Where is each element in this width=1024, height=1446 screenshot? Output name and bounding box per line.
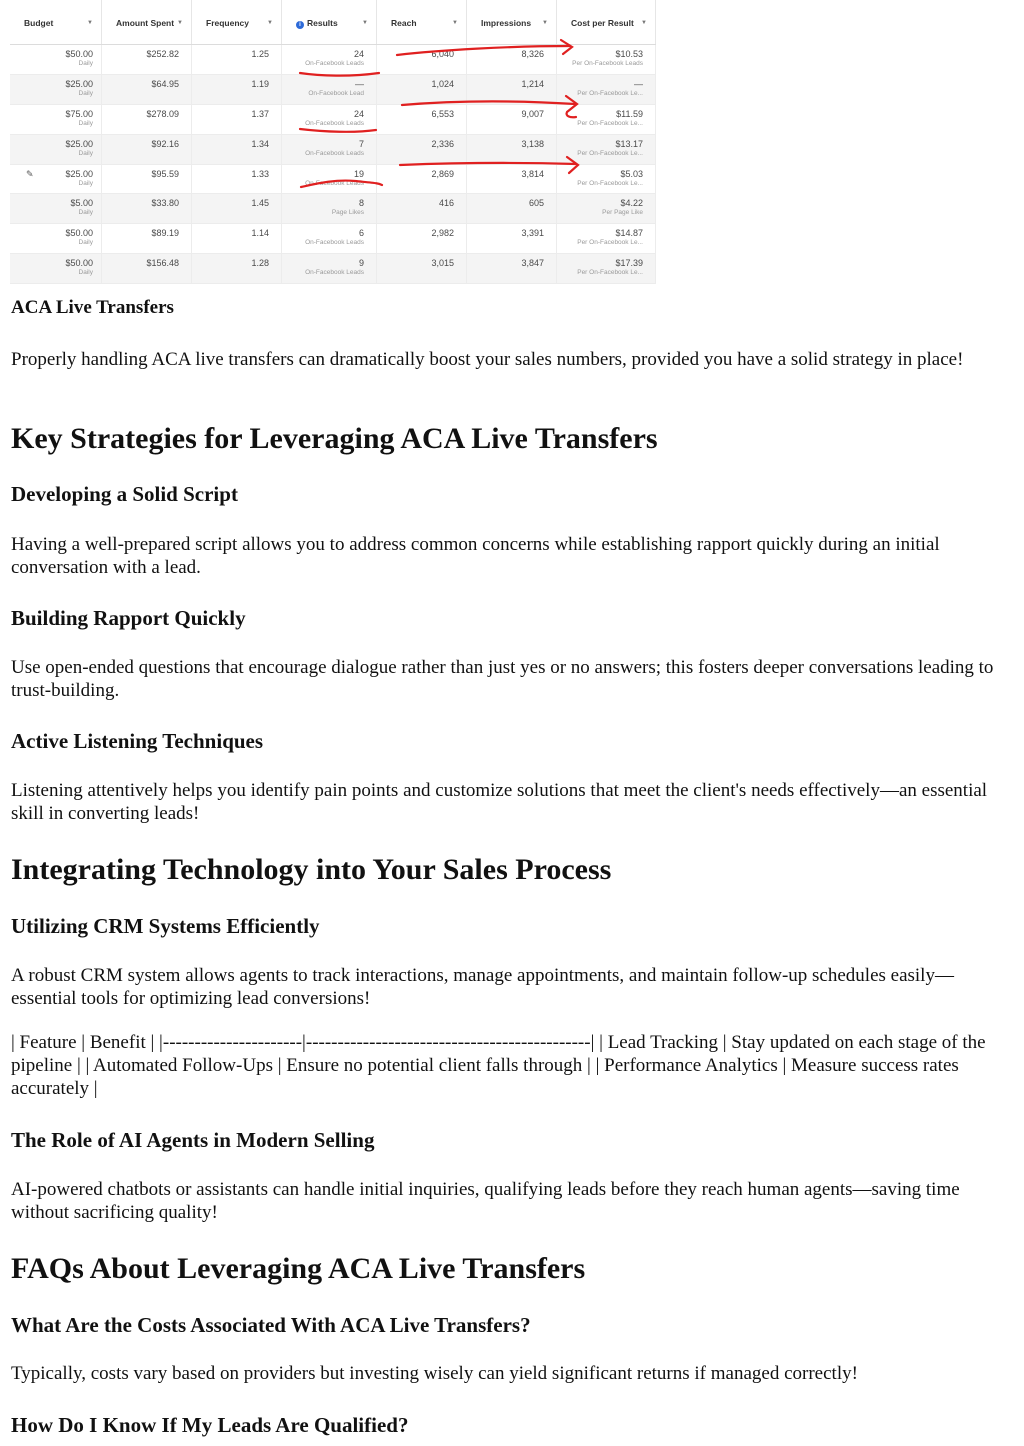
section-heading: Key Strategies for Leveraging ACA Live Transfers: [11, 422, 658, 455]
chevron-down-icon: ▼: [177, 20, 183, 26]
table-row[interactable]: [10, 75, 656, 105]
budget-cell: ✎ $25.00 Daily: [10, 165, 102, 194]
paragraph: Having a well-prepared script allows you to address common concerns while establishing rapport quickly during an initial conversation with a lead.: [11, 534, 940, 578]
subsection-heading: Building Rapport Quickly: [11, 606, 246, 630]
budget-cell: $50.00 Daily: [10, 224, 102, 253]
amount-spent-cell: $278.09: [102, 105, 192, 134]
budget-cell: $50.00 Daily: [10, 45, 102, 74]
subsection-heading: Developing a Solid Script: [11, 482, 238, 506]
header-reach[interactable]: Reach ▼: [377, 0, 467, 44]
budget-cell: $25.00 Daily: [10, 75, 102, 104]
section-heading: Integrating Technology into Your Sales Process: [11, 853, 612, 886]
ads-results-screenshot: [10, 0, 656, 277]
table-row[interactable]: [10, 135, 656, 165]
paragraph: Listening attentively helps you identify pain points and customize solutions that meet the client's needs effectively—an essential skill in converting leads!: [11, 780, 988, 824]
amount-spent-cell: $156.48: [102, 254, 192, 283]
header-results[interactable]: i Results ▼: [282, 0, 377, 44]
table-row[interactable]: [10, 45, 656, 75]
amount-spent-cell: $33.80: [102, 194, 192, 223]
header-budget[interactable]: Budget ▼: [10, 0, 102, 44]
paragraph: AI-powered chatbots or assistants can handle initial inquiries, qualifying leads before they reach human agents—saving time without sacrificing quality!: [11, 1179, 960, 1223]
cost-per-result-cell: $4.22 Per Page Like: [557, 194, 656, 223]
impressions-cell: 9,007: [467, 105, 557, 134]
impressions-cell: 605: [467, 194, 557, 223]
amount-spent-cell: $64.95: [102, 75, 192, 104]
results-cell: 24 On-Facebook Leads: [282, 45, 377, 74]
reach-cell: 2,336: [377, 135, 467, 164]
chevron-down-icon: ▼: [362, 20, 368, 26]
budget-cell: $5.00 Daily: [10, 194, 102, 223]
amount-spent-cell: $95.59: [102, 165, 192, 194]
section-heading: FAQs About Leveraging ACA Live Transfers: [11, 1252, 586, 1285]
chevron-down-icon: ▼: [452, 20, 458, 26]
subsection-heading: What Are the Costs Associated With ACA Live Transfers?: [11, 1313, 531, 1337]
cost-per-result-cell: $10.53 Per On-Facebook Leads: [557, 45, 656, 74]
table-row[interactable]: [10, 254, 656, 284]
results-cell: 7 On-Facebook Leads: [282, 135, 377, 164]
amount-spent-cell: $252.82: [102, 45, 192, 74]
paragraph: Properly handling ACA live transfers can dramatically boost your sales numbers, provided you have a solid strategy in place!: [11, 349, 964, 370]
results-cell: 8 Page Likes: [282, 194, 377, 223]
info-icon[interactable]: i: [296, 21, 304, 29]
frequency-cell: 1.14: [192, 224, 282, 253]
cost-per-result-cell: $5.03 Per On-Facebook Le...: [557, 165, 656, 194]
table-row[interactable]: [10, 224, 656, 254]
impressions-cell: 3,814: [467, 165, 557, 194]
paragraph: | Feature | Benefit | |----------------------|---------------------------------------------| | Lead Tracking | Stay updated on each stage of the pipeline | | Automated Follow-Ups | Ensure no potential client falls through | | Performance Analytics | Measure success rates accurately |: [11, 1032, 986, 1099]
table-row[interactable]: [10, 194, 656, 224]
header-frequency[interactable]: Frequency ▼: [192, 0, 282, 44]
frequency-cell: 1.19: [192, 75, 282, 104]
results-cell: 19 On-Facebook Leads: [282, 165, 377, 194]
cost-per-result-cell: $17.39 Per On-Facebook Le...: [557, 254, 656, 283]
table-row[interactable]: [10, 165, 656, 195]
header-amount-spent[interactable]: Amount Spent ▼: [102, 0, 192, 44]
frequency-cell: 1.25: [192, 45, 282, 74]
impressions-cell: 3,847: [467, 254, 557, 283]
chevron-down-icon: ▼: [641, 20, 647, 26]
frequency-cell: 1.34: [192, 135, 282, 164]
chevron-down-icon: ▼: [542, 20, 548, 26]
budget-cell: $50.00 Daily: [10, 254, 102, 283]
subsection-heading: Active Listening Techniques: [11, 729, 264, 753]
subsection-heading: How Do I Know If My Leads Are Qualified?: [11, 1413, 409, 1437]
reach-cell: 2,982: [377, 224, 467, 253]
subsection-heading: The Role of AI Agents in Modern Selling: [11, 1128, 375, 1152]
reach-cell: 1,024: [377, 75, 467, 104]
results-cell: 24 On-Facebook Leads: [282, 105, 377, 134]
amount-spent-cell: $89.19: [102, 224, 192, 253]
frequency-cell: 1.33: [192, 165, 282, 194]
frequency-cell: 1.28: [192, 254, 282, 283]
impressions-cell: 1,214: [467, 75, 557, 104]
reach-cell: 6,040: [377, 45, 467, 74]
budget-cell: $25.00 Daily: [10, 135, 102, 164]
paragraph: Use open-ended questions that encourage dialogue rather than just yes or no answers; this fosters deeper conversations leading to trust-building.: [11, 657, 994, 701]
cost-per-result-cell: $11.59 Per On-Facebook Le...: [557, 105, 656, 134]
table-row[interactable]: [10, 105, 656, 135]
paragraph: A robust CRM system allows agents to track interactions, manage appointments, and maintain follow-up schedules easily—essential tools for optimizing lead conversions!: [11, 965, 954, 1009]
results-cell: 6 On-Facebook Leads: [282, 224, 377, 253]
reach-cell: 3,015: [377, 254, 467, 283]
table-header: [10, 0, 656, 45]
cost-per-result-cell: $13.17 Per On-Facebook Le...: [557, 135, 656, 164]
header-impressions[interactable]: Impressions ▼: [467, 0, 557, 44]
subsection-heading: Utilizing CRM Systems Efficiently: [11, 914, 320, 938]
chevron-down-icon: ▼: [267, 20, 273, 26]
reach-cell: 416: [377, 194, 467, 223]
cost-per-result-cell: — Per On-Facebook Le...: [557, 75, 656, 104]
impressions-cell: 8,326: [467, 45, 557, 74]
results-cell: — On-Facebook Lead: [282, 75, 377, 104]
reach-cell: 6,553: [377, 105, 467, 134]
frequency-cell: 1.45: [192, 194, 282, 223]
budget-cell: $75.00 Daily: [10, 105, 102, 134]
cost-per-result-cell: $14.87 Per On-Facebook Le...: [557, 224, 656, 253]
pencil-icon[interactable]: ✎: [26, 168, 34, 179]
impressions-cell: 3,391: [467, 224, 557, 253]
impressions-cell: 3,138: [467, 135, 557, 164]
paragraph: Typically, costs vary based on providers but investing wisely can yield significant returns if managed correctly!: [11, 1363, 858, 1384]
article-title: ACA Live Transfers: [11, 297, 174, 318]
header-cost-per-result[interactable]: Cost per Result ▼: [557, 0, 656, 44]
chevron-down-icon: ▼: [87, 20, 93, 26]
results-cell: 9 On-Facebook Leads: [282, 254, 377, 283]
frequency-cell: 1.37: [192, 105, 282, 134]
amount-spent-cell: $92.16: [102, 135, 192, 164]
table-body: [10, 45, 656, 284]
reach-cell: 2,869: [377, 165, 467, 194]
